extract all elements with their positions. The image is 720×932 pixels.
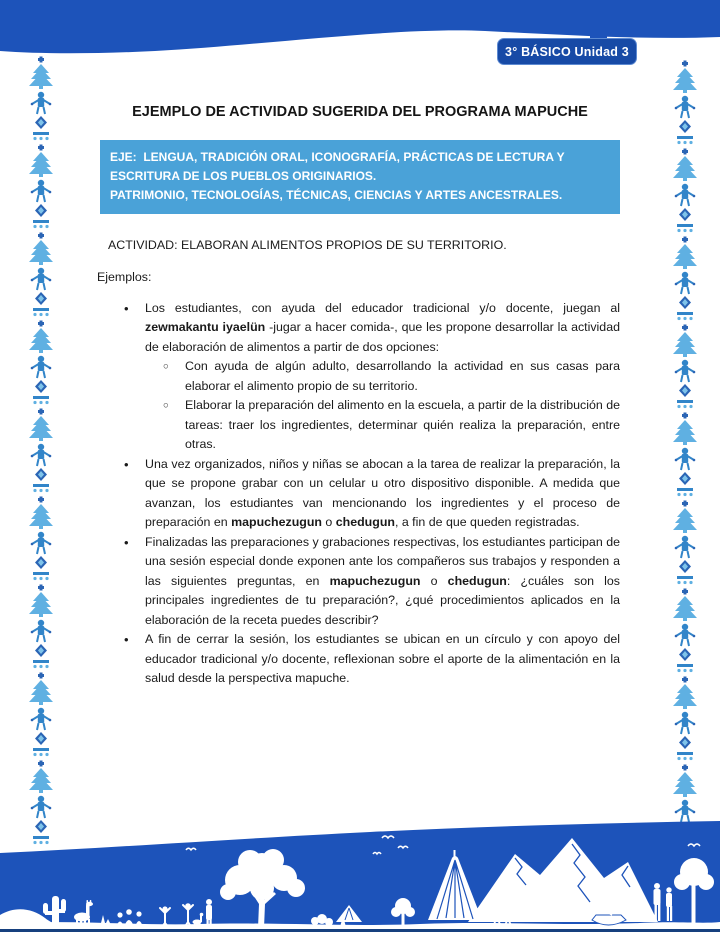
- list-item-text: A fin de cerrar la sesión, los estudiantes se ubican en un círculo y con apoyo del educador tradicional y/o docente, reflexionan sobre el aporte de la alimentación en la salud desde la perspectiva mapuche.: [145, 632, 620, 686]
- eje-box: [100, 140, 620, 214]
- right-border-pattern: [668, 58, 702, 850]
- examples-list: [120, 299, 620, 689]
- options-sublist: [161, 357, 620, 455]
- list-item-text: Finalizadas las preparaciones y grabaciones respectivas, los estudiantes participan de una sesión especial donde exponen ante los compañeros sus trabajos y responden a las siguientes preguntas, en mapuchezugun o chedugun: ¿cuáles son los principales ingredientes de tu preparación?, ¿qué procedimientos aplicados en la elaboración de la receta puedes describir?: [145, 534, 620, 627]
- sub-list-item-text: Elaborar la preparación del alimento en la escuela, a partir de la distribución de tareas: traer los ingredientes, determinar quién realiza la preparación, entre otras.: [185, 398, 620, 452]
- sub-list-item: [161, 357, 620, 396]
- list-item: [120, 533, 620, 631]
- unit-badge: 3° BÁSICO Unidad 3: [497, 38, 637, 65]
- left-border-pattern: [24, 54, 58, 846]
- eje-line-1: EJE: LENGUA, TRADICIÓN ORAL, ICONOGRAFÍA, PRÁCTICAS DE LECTURA Y ESCRITURA DE LOS PUEBLOS ORIGINARIOS.: [110, 150, 565, 184]
- sub-list-item-text: Con ayuda de algún adulto, desarrollando la actividad en sus casas para elaborar el alimento propio de su territorio.: [185, 359, 620, 393]
- eje-line-2: PATRIMONIO, TECNOLOGÍAS, TÉCNICAS, CIENCIAS Y ARTES ANCESTRALES.: [110, 188, 563, 203]
- list-item-text: Los estudiantes, con ayuda del educador tradicional y/o docente, juegan al zewmakantu iyaelün -jugar a hacer comida-, que les propone desarrollar la actividad de elaboración de alimentos a partir de dos opciones:: [145, 300, 620, 354]
- list-item: [120, 299, 620, 455]
- activity-line: ACTIVIDAD: ELABORAN ALIMENTOS PROPIOS DE SU TERRITORIO.: [108, 237, 507, 252]
- list-item: [120, 455, 620, 533]
- list-item: [120, 630, 620, 689]
- page-title: EJEMPLO DE ACTIVIDAD SUGERIDA DEL PROGRAMA MAPUCHE: [132, 104, 588, 120]
- sub-list-item: [161, 396, 620, 455]
- document-content: [97, 104, 620, 689]
- examples-label: Ejemplos:: [97, 269, 152, 284]
- footer-illustration: [0, 820, 720, 932]
- list-item-text: Una vez organizados, niños y niñas se abocan a la tarea de realizar la preparación, la que se propone grabar con un celular u otro dispositivo disponible. A medida que avanzan, los estudiantes van mencionando los ingredientes y el proceso de preparación en mapuchezugun o chedugun, a fin de que queden registradas.: [145, 456, 620, 530]
